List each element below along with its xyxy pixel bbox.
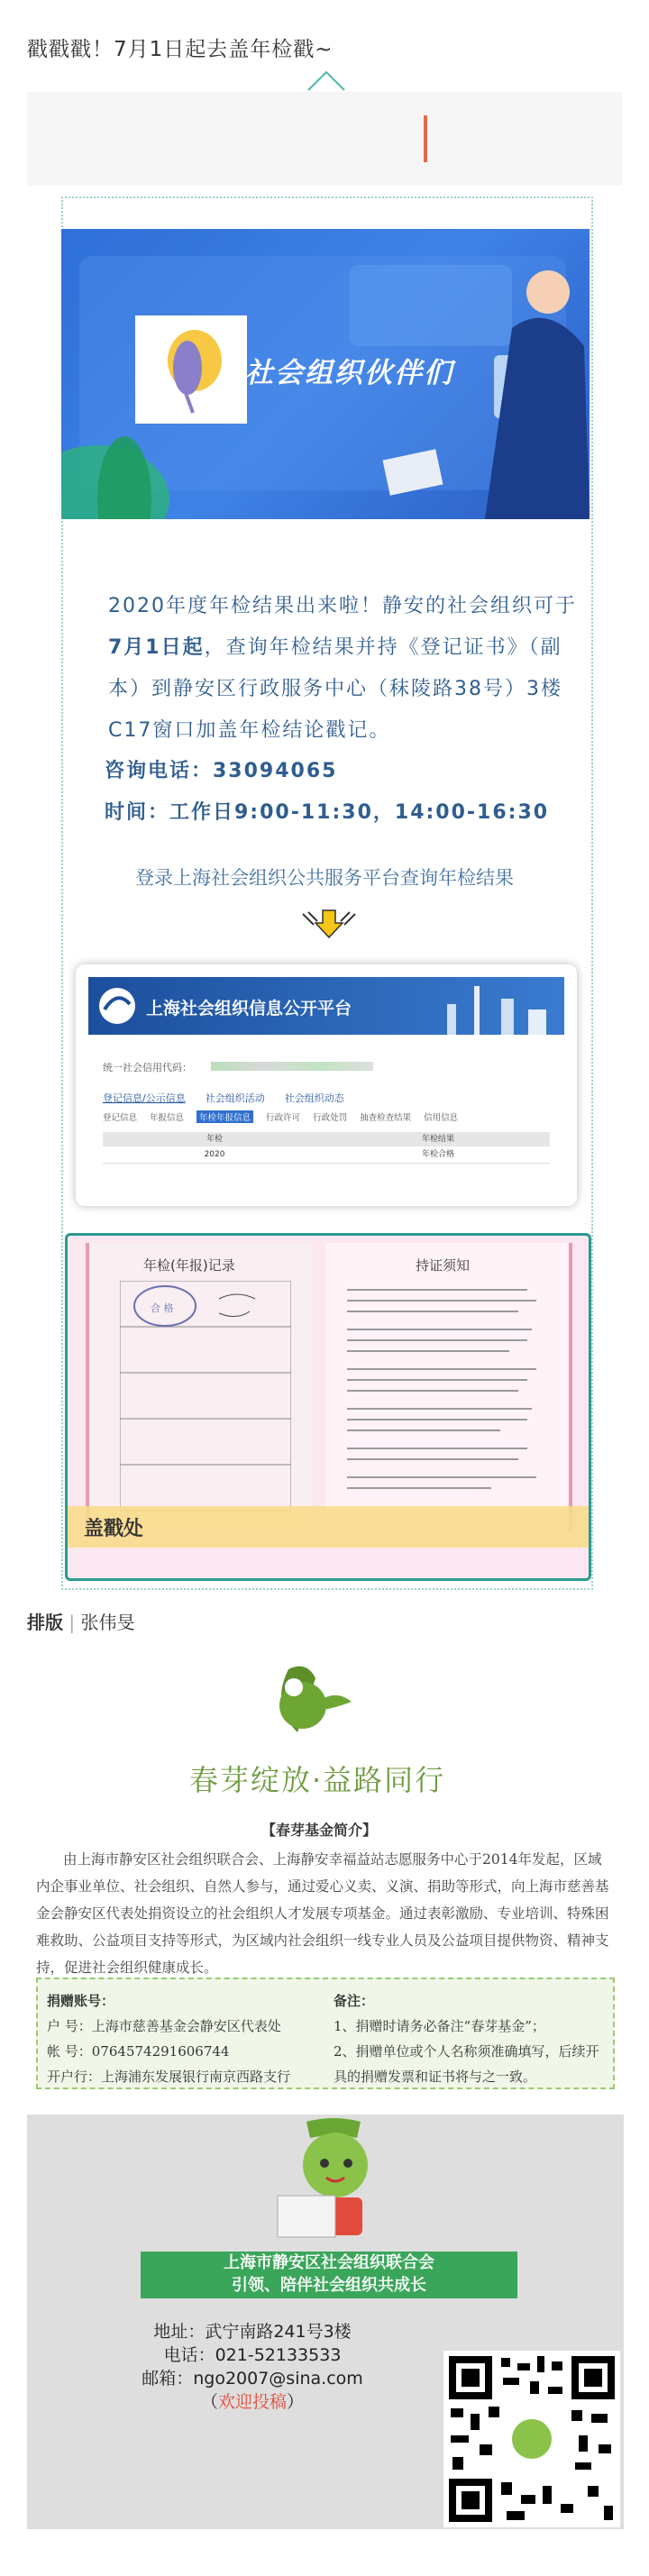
platform-header xyxy=(88,977,564,1035)
subtab-credit[interactable]: 信用信息 xyxy=(424,1113,459,1123)
tab-registration[interactable]: 登记信息/公示信息 xyxy=(103,1092,186,1104)
p1-suffix: ，查询年检结果并持《登记证书》（副本）到静安区行政服务中心（秣陵路38号）3楼C17窗口加盖年检结论戳记。 xyxy=(108,636,562,742)
account-holder: 户 号：上海市慈善基金会静安区代表处 xyxy=(47,2018,281,2034)
stamp-area xyxy=(68,1506,589,1548)
subtab-reg[interactable]: 登记信息 xyxy=(103,1113,138,1123)
tab-news[interactable]: 社会组织动态 xyxy=(284,1092,344,1104)
stamp-text: 合 格 xyxy=(151,1302,174,1314)
decor-box xyxy=(27,92,622,186)
decor-bar xyxy=(424,115,427,162)
login-tip[interactable]: 登录上海社会组织公共服务平台查询年检结果 xyxy=(135,867,514,889)
platform-name: 上海社会组织信息公开平台 xyxy=(146,999,352,1019)
tabs-row xyxy=(103,1091,344,1105)
subtab-penalty[interactable]: 行政处罚 xyxy=(313,1113,348,1123)
code-label: 统一社会信用代码： xyxy=(103,1062,192,1073)
account-title: 捐赠账号： xyxy=(47,1993,115,2009)
contribute-cta[interactable]: （欢迎投稿） xyxy=(200,2392,305,2412)
tab-activity[interactable]: 社会组织活动 xyxy=(205,1092,265,1104)
hero-title: 社会组织伙伴们 xyxy=(245,357,453,389)
contact-address: 地址：武宁南路241号3楼 xyxy=(153,2322,352,2342)
col-year: 年检 xyxy=(206,1135,223,1144)
logo-card xyxy=(135,315,247,424)
stamp-label: 盖戳处 xyxy=(84,1518,144,1540)
platform-screenshot xyxy=(76,964,577,1206)
note-2: 2、捐赠单位或个人名称须准确填写，后续开具的捐赠发票和证书将与之一致。 xyxy=(334,2043,599,2085)
intro-paragraph xyxy=(108,586,577,752)
org-banner xyxy=(141,2252,517,2298)
article-title: 戳戳戳！7月1日起去盖年检戳~ xyxy=(27,38,334,61)
p1-prefix: 2020年度年检结果出来啦！静安的社会组织可于 xyxy=(108,595,577,617)
subtab-check[interactable]: 抽查检查结果 xyxy=(360,1113,412,1123)
org-mission: 引领、陪伴社会组织共成长 xyxy=(232,2276,426,2295)
subtab-report[interactable]: 年报信息 xyxy=(150,1113,185,1123)
brand-slogan: 春芽绽放·益路同行 xyxy=(189,1763,446,1797)
cert-right-title: 持证须知 xyxy=(416,1257,471,1274)
result-table xyxy=(103,1132,550,1164)
donation-notes xyxy=(334,1988,604,2089)
sprout-logo-icon xyxy=(261,1651,370,1750)
subtab-annual[interactable]: 年检年报信息 xyxy=(197,1110,253,1123)
credits-label: 排版 xyxy=(27,1612,63,1633)
note-title: 备注： xyxy=(334,1993,375,2009)
row-result: 年检合格 xyxy=(421,1150,454,1159)
donation-box xyxy=(36,1978,615,2089)
subtabs-row xyxy=(103,1110,458,1123)
cert-notes xyxy=(347,1283,545,1526)
cert-left-title: 年检(年报)记录 xyxy=(143,1257,235,1274)
cert-left-page xyxy=(86,1243,313,1531)
chevron-up-icon[interactable] xyxy=(305,69,348,94)
platform-logo-icon xyxy=(97,986,137,1026)
org-name: 上海市静安区社会组织联合会 xyxy=(224,2253,434,2272)
col-result: 年检结果 xyxy=(421,1135,454,1144)
cert-right-page xyxy=(325,1243,572,1531)
subtab-permit[interactable]: 行政许可 xyxy=(266,1113,301,1123)
account-number: 帐 号：0764574291606744 xyxy=(47,2043,230,2060)
row-year: 2020 xyxy=(204,1150,225,1159)
intro-title: 【春芽基金简介】 xyxy=(261,1822,378,1839)
account-info xyxy=(47,1988,344,2089)
note-1: 1、捐赠时请务必备注“春芽基金”； xyxy=(334,2018,545,2034)
account-bank: 开户行：上海浦东发展银行南京西路支行 xyxy=(47,2069,291,2085)
hours-line: 时间：工作日9:00-11:30，14:00-16:30 xyxy=(105,801,550,824)
cert-grid xyxy=(120,1281,291,1515)
mascot-icon xyxy=(270,2115,397,2250)
p1-date: 7月1日起 xyxy=(108,636,205,659)
intro-text: 由上海市静安区社会组织联合会、上海静安幸福益站志愿服务中心于2014年发起，区域内企事业单位、社会组织、自然人参与，通过爱心义卖、义演、捐助等形式，向上海市慈善基金会静安区代表处捐资设立的社会组织人才发展专项基金。通过表彰激励、专业培训、特殊困难救助、公益项目支持等形式，为区域内社会组织一线专业人员及公益项目提供物资、精神支持，促进社会组织健康成长。 xyxy=(36,1851,609,1976)
skyline-icon xyxy=(420,977,564,1035)
certificate-photo xyxy=(65,1233,591,1581)
phone-line: 咨询电话：33094065 xyxy=(105,760,338,782)
pointing-down-icon xyxy=(297,909,361,939)
contact-email[interactable]: 邮箱：ngo2007@sina.com xyxy=(142,2369,363,2389)
fan-logo-icon xyxy=(135,315,247,424)
credits-name: 张伟旻 xyxy=(80,1612,135,1633)
contact-phone: 电话：021-52133533 xyxy=(163,2345,342,2365)
credits: 排版 | 张伟旻 xyxy=(27,1612,135,1633)
blurred-code xyxy=(211,1062,373,1071)
cta-text[interactable]: 欢迎投稿 xyxy=(217,2392,287,2412)
qr-code-icon[interactable] xyxy=(443,2351,620,2527)
